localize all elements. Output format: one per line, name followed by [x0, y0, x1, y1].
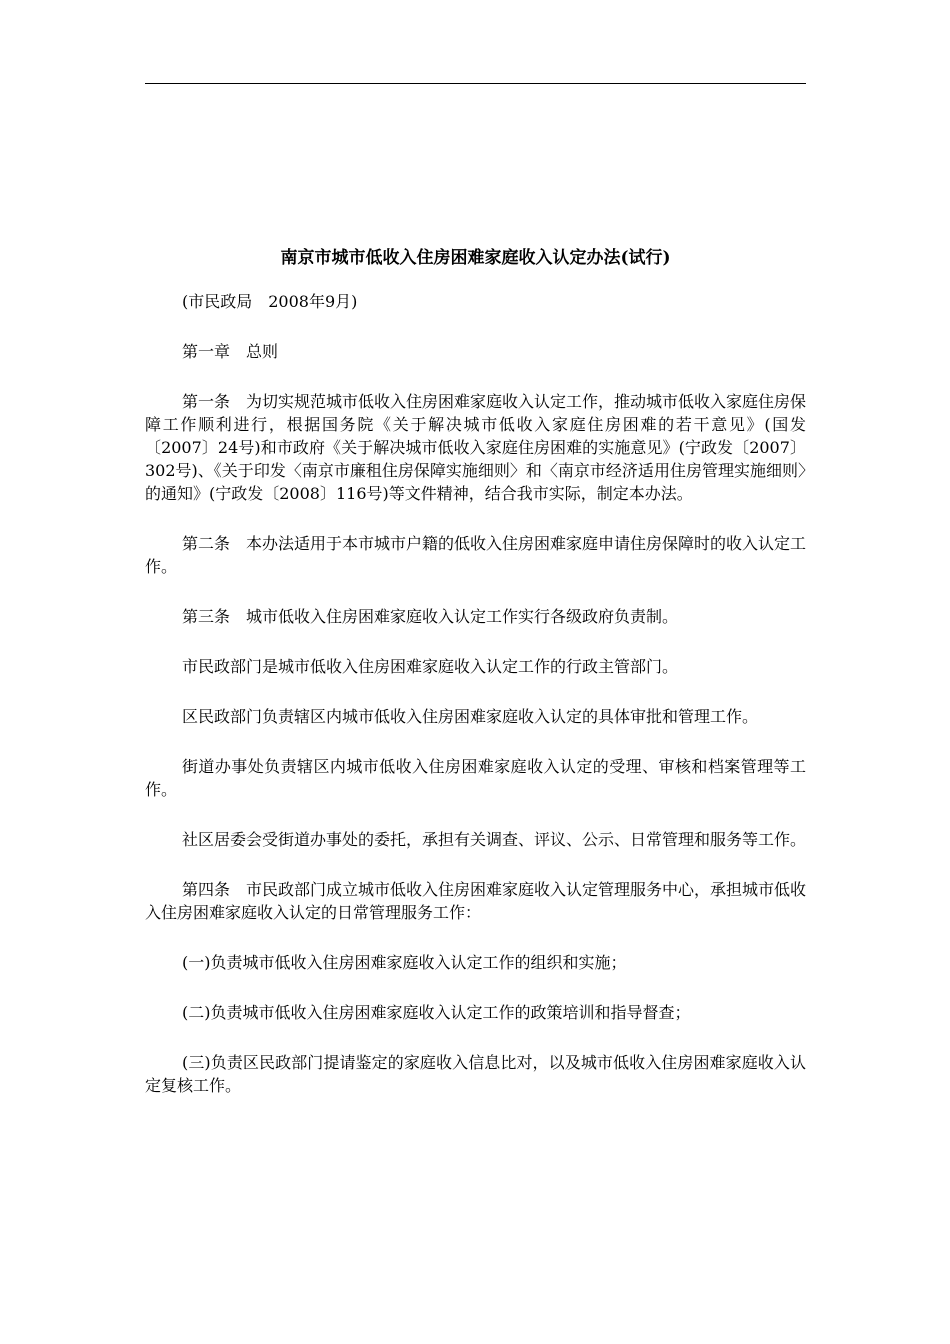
article-1: 第一条 为切实规范城市低收入住房困难家庭收入认定工作，推动城市低收入家庭住房保障工作顺利进行，根据国务院《关于解决城市低收入家庭住房困难的若干意见》(国发〔2007〕24号)和市政府《关于解决城市低收入家庭住房困难的实施意见》(宁政发〔2007〕302号)、《关于印发〈南京市廉租住房保障实施细则〉和〈南京市经济适用住房管理实施细则〉的通知》(宁政发〔2008〕116号)等文件精神，结合我市实际，制定本办法。	[145, 392, 807, 503]
header-rule	[145, 83, 806, 84]
document-body	[145, 243, 806, 1124]
issuer-date: (市民政局 2008年9月)	[182, 292, 358, 311]
article-3-para-5: 社区居委会受街道办事处的委托，承担有关调查、评议、公示、日常管理和服务等工作。	[182, 830, 807, 849]
article-3: 第三条 城市低收入住房困难家庭收入认定工作实行各级政府负责制。	[182, 607, 679, 626]
article-4-item-2: (二)负责城市低收入住房困难家庭收入认定工作的政策培训和指导督查；	[182, 1003, 691, 1022]
article-3-para-2: 市民政部门是城市低收入住房困难家庭收入认定工作的行政主管部门。	[182, 657, 679, 676]
article-3-para-3: 区民政部门负责辖区内城市低收入住房困难家庭收入认定的具体审批和管理工作。	[182, 707, 759, 726]
chapter-heading: 第一章 总则	[182, 342, 279, 361]
article-2: 第二条 本办法适用于本市城市户籍的低收入住房困难家庭申请住房保障时的收入认定工作。	[145, 534, 807, 576]
article-4: 第四条 市民政部门成立城市低收入住房困难家庭收入认定管理服务中心，承担城市低收入住房困难家庭收入认定的日常管理服务工作：	[145, 880, 807, 922]
article-3-para-4: 街道办事处负责辖区内城市低收入住房困难家庭收入认定的受理、审核和档案管理等工作。	[145, 757, 806, 799]
article-4-item-3: (三)负责区民政部门提请鉴定的家庭收入信息比对，以及城市低收入住房困难家庭收入认定复核工作。	[145, 1053, 806, 1095]
document-title: 南京市城市低收入住房困难家庭收入认定办法(试行)	[280, 248, 671, 268]
article-4-item-1: (一)负责城市低收入住房困难家庭收入认定工作的组织和实施；	[182, 953, 627, 972]
